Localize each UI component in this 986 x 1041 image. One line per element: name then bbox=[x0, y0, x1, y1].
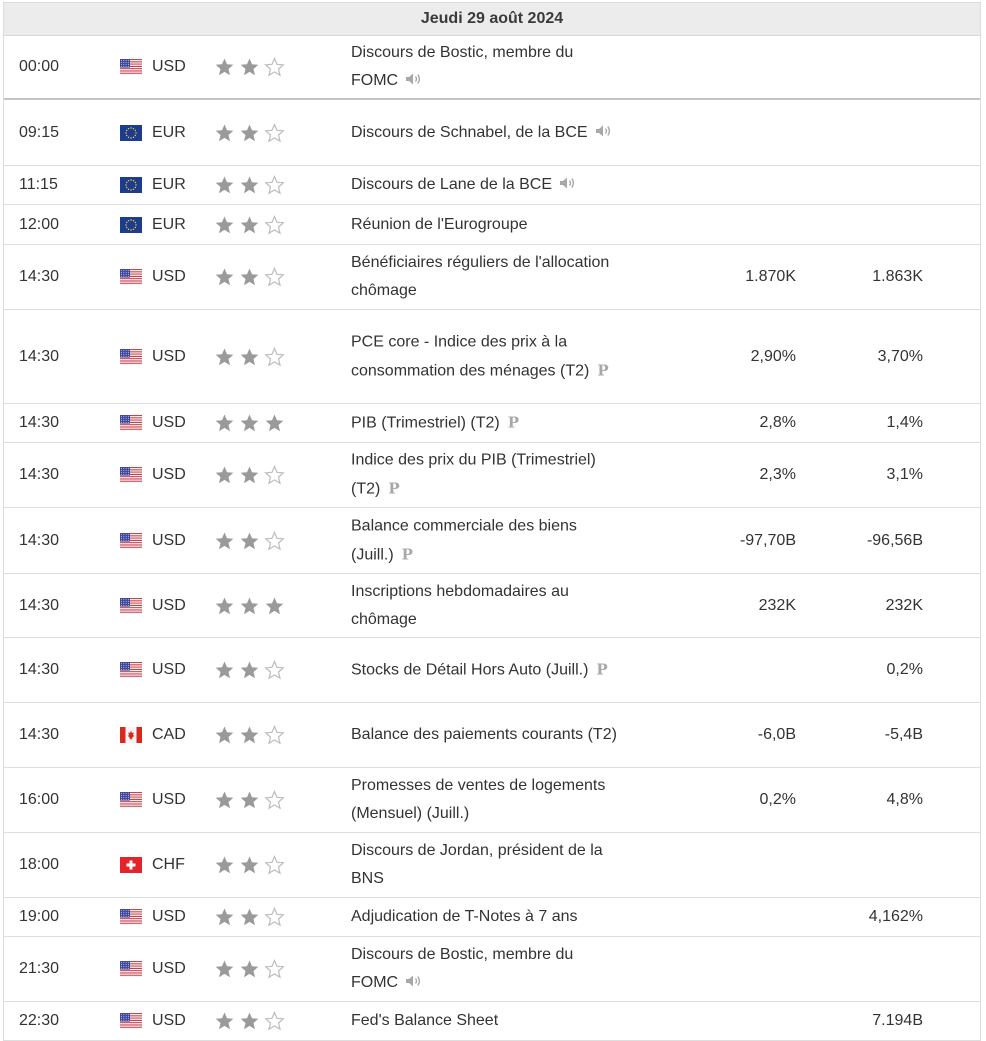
previous-value: 3,1% bbox=[886, 466, 923, 483]
date-header: Jeudi 29 août 2024 bbox=[4, 3, 980, 36]
event-time: 12:00 bbox=[19, 215, 60, 233]
event-time: 09:15 bbox=[19, 123, 60, 141]
star-icon bbox=[214, 175, 235, 195]
currency-code: USD bbox=[152, 58, 186, 75]
currency-code: USD bbox=[152, 791, 186, 808]
table-row[interactable] bbox=[4, 638, 980, 703]
star-icon bbox=[214, 790, 235, 810]
event-time: 14:30 bbox=[19, 531, 60, 549]
importance-stars bbox=[214, 531, 285, 551]
star-icon bbox=[264, 123, 285, 143]
event-name-text[interactable]: Promesses de ventes de logements (Mensuel) (Juill.) bbox=[351, 777, 606, 822]
star-icon bbox=[264, 531, 285, 551]
forecast-value: 0,2% bbox=[759, 791, 796, 808]
event-name[interactable] bbox=[351, 656, 621, 685]
event-time: 14:30 bbox=[19, 347, 60, 365]
us-flag-icon bbox=[120, 1013, 142, 1029]
previous-value: 1.863K bbox=[872, 268, 923, 285]
event-time: 11:15 bbox=[19, 176, 58, 193]
star-icon bbox=[239, 267, 260, 287]
forecast-value: 2,8% bbox=[759, 414, 796, 431]
event-name-text[interactable]: PIB (Trimestriel) (T2) bbox=[351, 414, 500, 432]
importance-stars bbox=[214, 596, 285, 616]
event-time: 16:00 bbox=[19, 791, 60, 808]
preliminary-badge: P bbox=[388, 479, 400, 498]
star-icon bbox=[239, 175, 260, 195]
event-name[interactable] bbox=[351, 249, 621, 305]
event-name-text[interactable]: Stocks de Détail Hors Auto (Juill.) bbox=[351, 661, 589, 679]
importance-stars bbox=[214, 790, 285, 810]
currency-code: EUR bbox=[152, 176, 186, 193]
table-row[interactable] bbox=[4, 36, 980, 100]
importance-stars bbox=[214, 465, 285, 485]
us-flag-icon bbox=[120, 59, 142, 75]
star-icon bbox=[214, 959, 235, 979]
star-icon bbox=[239, 660, 260, 680]
importance-stars bbox=[214, 907, 285, 927]
importance-stars bbox=[214, 123, 285, 143]
currency-code: EUR bbox=[152, 123, 186, 141]
star-icon bbox=[239, 725, 260, 745]
preliminary-badge: P bbox=[507, 413, 520, 432]
us-flag-icon bbox=[120, 415, 142, 431]
currency-code: USD bbox=[152, 466, 186, 483]
table-row[interactable] bbox=[4, 574, 980, 638]
currency-code: CHF bbox=[152, 856, 185, 873]
event-name-text[interactable]: Inscriptions hebdomadaires au chômage bbox=[351, 582, 569, 628]
event-name-text[interactable]: Discours de Bostic, membre du FOMC bbox=[351, 44, 574, 89]
star-icon bbox=[264, 347, 285, 367]
forecast-value: -6,0B bbox=[757, 726, 796, 743]
forecast-value: 232K bbox=[758, 596, 796, 614]
event-name[interactable] bbox=[351, 1007, 621, 1035]
event-name[interactable] bbox=[351, 328, 621, 385]
star-icon bbox=[214, 660, 235, 680]
event-name-text[interactable]: Discours de Jordan, président de la BNS bbox=[351, 842, 603, 887]
event-list bbox=[4, 36, 980, 1041]
star-icon bbox=[214, 596, 235, 616]
preliminary-badge: P bbox=[596, 660, 608, 679]
previous-value: 0,2% bbox=[886, 661, 923, 678]
event-time: 22:30 bbox=[19, 1012, 60, 1029]
table-row[interactable] bbox=[4, 898, 980, 937]
eu-flag-icon bbox=[120, 125, 142, 141]
event-name[interactable] bbox=[351, 409, 621, 438]
importance-stars bbox=[214, 413, 285, 433]
table-row[interactable] bbox=[4, 508, 980, 574]
table-row[interactable] bbox=[4, 443, 980, 508]
star-icon bbox=[239, 347, 260, 367]
us-flag-icon bbox=[120, 792, 142, 808]
preliminary-badge: P bbox=[597, 361, 609, 379]
event-time: 14:30 bbox=[19, 726, 60, 743]
star-icon bbox=[239, 531, 260, 551]
table-row[interactable] bbox=[4, 166, 980, 205]
table-row[interactable] bbox=[4, 833, 980, 898]
importance-stars bbox=[214, 175, 285, 195]
star-icon bbox=[239, 215, 260, 235]
star-icon bbox=[239, 596, 260, 616]
star-icon bbox=[264, 413, 285, 433]
importance-stars bbox=[214, 1011, 285, 1031]
eu-flag-icon bbox=[120, 177, 142, 193]
event-name-text[interactable]: Indice des prix du PIB (Trimestriel) (T2) bbox=[351, 451, 596, 498]
table-row[interactable] bbox=[4, 937, 980, 1002]
table-row[interactable] bbox=[4, 100, 980, 166]
star-icon bbox=[239, 465, 260, 485]
star-icon bbox=[264, 267, 285, 287]
us-flag-icon bbox=[120, 349, 142, 365]
currency-code: USD bbox=[152, 268, 186, 285]
event-time: 14:30 bbox=[19, 268, 60, 285]
importance-stars bbox=[214, 57, 285, 77]
currency-code: USD bbox=[152, 960, 186, 977]
star-icon bbox=[214, 725, 235, 745]
star-icon bbox=[264, 215, 285, 235]
star-icon bbox=[214, 855, 235, 875]
importance-stars bbox=[214, 660, 285, 680]
us-flag-icon bbox=[120, 598, 142, 614]
event-time: 00:00 bbox=[19, 58, 60, 75]
us-flag-icon bbox=[120, 467, 142, 483]
event-name[interactable] bbox=[351, 837, 621, 893]
star-icon bbox=[264, 907, 285, 927]
forecast-value: 2,3% bbox=[759, 466, 796, 483]
star-icon bbox=[239, 855, 260, 875]
previous-value: -96,56B bbox=[866, 531, 923, 549]
currency-code: USD bbox=[152, 661, 186, 678]
event-name[interactable] bbox=[351, 941, 621, 997]
star-icon bbox=[264, 465, 285, 485]
event-time: 19:00 bbox=[19, 908, 60, 925]
event-name-text[interactable]: Discours de Schnabel, de la BCE bbox=[351, 123, 588, 141]
table-row[interactable] bbox=[4, 205, 980, 245]
previous-value: 232K bbox=[885, 596, 923, 614]
event-time: 14:30 bbox=[19, 596, 60, 614]
star-icon bbox=[239, 1011, 260, 1031]
star-icon bbox=[264, 596, 285, 616]
previous-value: 3,70% bbox=[877, 347, 923, 365]
event-time: 21:30 bbox=[19, 960, 60, 977]
event-name-text[interactable]: PCE core - Indice des prix à la consommation des ménages (T2) bbox=[351, 333, 590, 379]
ch-flag-icon bbox=[120, 857, 142, 873]
eu-flag-icon bbox=[120, 217, 142, 233]
event-name-text[interactable]: Adjudication de T-Notes à 7 ans bbox=[351, 908, 578, 925]
star-icon bbox=[239, 790, 260, 810]
star-icon bbox=[214, 347, 235, 367]
table-row[interactable] bbox=[4, 703, 980, 768]
currency-code: USD bbox=[152, 531, 186, 549]
event-name-text[interactable]: Discours de Lane de la BCE bbox=[351, 176, 552, 193]
importance-stars bbox=[214, 347, 285, 367]
star-icon bbox=[264, 57, 285, 77]
star-icon bbox=[264, 959, 285, 979]
forecast-value: 1.870K bbox=[745, 268, 796, 285]
importance-stars bbox=[214, 215, 285, 235]
event-time: 14:30 bbox=[19, 466, 60, 483]
us-flag-icon bbox=[120, 909, 142, 925]
star-icon bbox=[214, 1011, 235, 1031]
star-icon bbox=[214, 465, 235, 485]
previous-value: 4,8% bbox=[886, 791, 923, 808]
event-name-text[interactable]: Balance des paiements courants (T2) bbox=[351, 726, 617, 743]
importance-stars bbox=[214, 855, 285, 875]
ca-flag-icon bbox=[120, 727, 142, 743]
event-name-text[interactable]: Bénéficiaires réguliers de l'allocation chômage bbox=[351, 254, 610, 299]
table-row[interactable] bbox=[4, 1002, 980, 1041]
table-row[interactable] bbox=[4, 245, 980, 310]
star-icon bbox=[239, 907, 260, 927]
star-icon bbox=[264, 175, 285, 195]
event-name[interactable] bbox=[351, 721, 621, 749]
event-time: 14:30 bbox=[19, 414, 60, 431]
star-icon bbox=[264, 1011, 285, 1031]
table-row[interactable] bbox=[4, 310, 980, 404]
us-flag-icon bbox=[120, 662, 142, 678]
importance-stars bbox=[214, 959, 285, 979]
star-icon bbox=[239, 123, 260, 143]
importance-stars bbox=[214, 725, 285, 745]
event-name[interactable] bbox=[351, 772, 621, 828]
star-icon bbox=[214, 907, 235, 927]
event-time: 14:30 bbox=[19, 661, 60, 678]
event-time: 18:00 bbox=[19, 856, 60, 873]
previous-value: 4,162% bbox=[868, 908, 923, 925]
us-flag-icon bbox=[120, 961, 142, 977]
event-name[interactable] bbox=[351, 903, 621, 931]
table-row[interactable] bbox=[4, 404, 980, 443]
forecast-value: 2,90% bbox=[750, 347, 796, 365]
event-name[interactable] bbox=[351, 119, 621, 147]
star-icon bbox=[264, 725, 285, 745]
event-name-text[interactable]: Réunion de l'Eurogroupe bbox=[351, 215, 528, 233]
us-flag-icon bbox=[120, 533, 142, 549]
economic-calendar bbox=[3, 2, 981, 1041]
forecast-value: -97,70B bbox=[739, 531, 796, 549]
preliminary-badge: P bbox=[401, 545, 413, 563]
star-icon bbox=[214, 531, 235, 551]
us-flag-icon bbox=[120, 269, 142, 285]
star-icon bbox=[214, 215, 235, 235]
speaker-icon bbox=[558, 173, 576, 189]
star-icon bbox=[239, 57, 260, 77]
event-name[interactable] bbox=[351, 171, 621, 199]
currency-code: USD bbox=[152, 347, 186, 365]
star-icon bbox=[264, 790, 285, 810]
star-icon bbox=[214, 123, 235, 143]
speaker-icon bbox=[404, 69, 422, 85]
event-name[interactable] bbox=[351, 211, 621, 239]
star-icon bbox=[264, 855, 285, 875]
event-name-text[interactable]: Balance commerciale des biens (Juill.) bbox=[351, 517, 577, 563]
event-name[interactable] bbox=[351, 512, 621, 569]
star-icon bbox=[214, 413, 235, 433]
previous-value: 7.194B bbox=[872, 1012, 923, 1029]
currency-code: CAD bbox=[152, 726, 186, 743]
currency-code: USD bbox=[152, 908, 186, 925]
currency-code: EUR bbox=[152, 215, 186, 233]
table-row[interactable] bbox=[4, 768, 980, 833]
star-icon bbox=[264, 660, 285, 680]
event-name[interactable] bbox=[351, 447, 621, 504]
previous-value: -5,4B bbox=[884, 726, 923, 743]
currency-code: USD bbox=[152, 1012, 186, 1029]
speaker-icon bbox=[404, 971, 422, 987]
event-name[interactable] bbox=[351, 39, 621, 95]
event-name-text[interactable]: Discours de Bostic, membre du FOMC bbox=[351, 946, 574, 991]
star-icon bbox=[239, 413, 260, 433]
currency-code: USD bbox=[152, 596, 186, 614]
speaker-icon bbox=[594, 121, 612, 137]
event-name[interactable] bbox=[351, 578, 621, 634]
star-icon bbox=[214, 267, 235, 287]
previous-value: 1,4% bbox=[886, 414, 923, 431]
currency-code: USD bbox=[152, 414, 186, 431]
event-name-text[interactable]: Fed's Balance Sheet bbox=[351, 1012, 499, 1029]
star-icon bbox=[214, 57, 235, 77]
importance-stars bbox=[214, 267, 285, 287]
star-icon bbox=[239, 959, 260, 979]
